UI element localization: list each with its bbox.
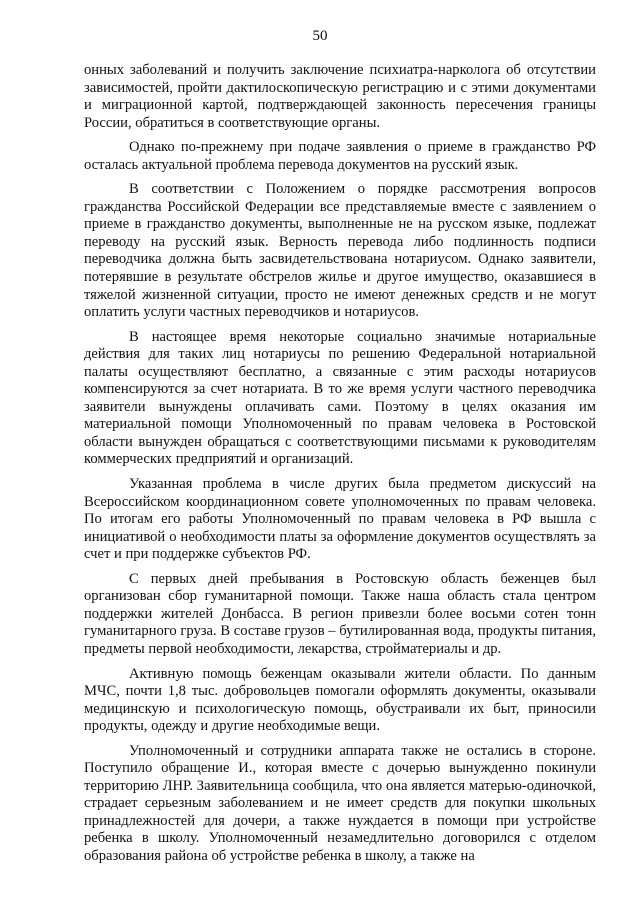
paragraph: Указанная проблема в числе других была предметом дискуссий на Всероссийском координационном совете уполномоченных по правам человека. По итогам его работы Уполномоченный по правам человека в РФ вышла с инициативой о необходимости платы за оформление документов осуществлять за счет и при поддержке субъектов РФ. <box>84 476 596 563</box>
paragraph: Активную помощь беженцам оказывали жители области. По данным МЧС, почти 1,8 тыс. добровольцев помогали оформлять документы, оказывали медицинскую и психологическую помощь, обустраивали их быт, приносили продукты, одежду и другие необходимые вещи. <box>84 665 596 735</box>
paragraph: С первых дней пребывания в Ростовскую область беженцев был организован сбор гуманитарной помощи. Также наша область стала центром поддержки жителей Донбасса. В регион привезли более восьми сотен тонн гуманитарного груза. В составе грузов – бутилированная вода, продукты питания, предметы первой необходимости, лекарства, стройматериалы и др. <box>84 570 596 657</box>
page-number: 50 <box>312 28 328 44</box>
document-body <box>84 62 596 873</box>
paragraph: Уполномоченный и сотрудники аппарата также не остались в стороне. Поступило обращение И., которая вместе с дочерью вынужденно покинули территорию ЛНР. Заявительница сообщила, что она является матерью-одиночкой, страдает серьезным заболеванием и не имеет средств для покупки школьных принадлежностей для дочери, а также нуждается в помощи при устройстве ребенка в школу. Уполномоченный незамедлительно договорился с отделом образования района об устройстве ребенка в школу, а также на <box>84 742 596 864</box>
paragraph: В соответствии с Положением о порядке рассмотрения вопросов гражданства Российской Федерации все представляемые вместе с заявлением о приеме в гражданство документы, выполненные не на русском языке, подлежат переводу на русский язык. Верность перевода либо подлинность подписи переводчика должна быть засвидетельствована нотариусом. Однако заявители, потерявшие в результате обстрелов жилье и другое имущество, оказавшиеся в тяжелой жизненной ситуации, просто не имеют денежных средств и не могут оплатить услуги частных переводчиков и нотариусов. <box>84 181 596 321</box>
paragraph: онных заболеваний и получить заключение психиатра-нарколога об отсутствии зависимостей, пройти дактилоскопическую регистрацию и с этими документами и миграционной картой, подтверждающей законность пересечения границы России, обратиться в соответствующие органы. <box>84 62 596 131</box>
paragraph: Однако по-прежнему при подаче заявления о приеме в гражданство РФ осталась актуальной проблема перевода документов на русский язык. <box>84 139 596 173</box>
paragraph: В настоящее время некоторые социально значимые нотариальные действия для таких лиц нотариусы по решению Федеральной нотариальной палаты осуществляют бесплатно, а связанные с этим расходы нотариусов компенсируются за счет нотариата. В то же время услуги частного переводчика заявители вынуждены оплачивать сами. Поэтому в целях оказания им материальной помощи Уполномоченный по правам человека в Ростовской области вынужден обращаться с соответствующими письмами к руководителям коммерческих предприятий и организаций. <box>84 328 596 468</box>
